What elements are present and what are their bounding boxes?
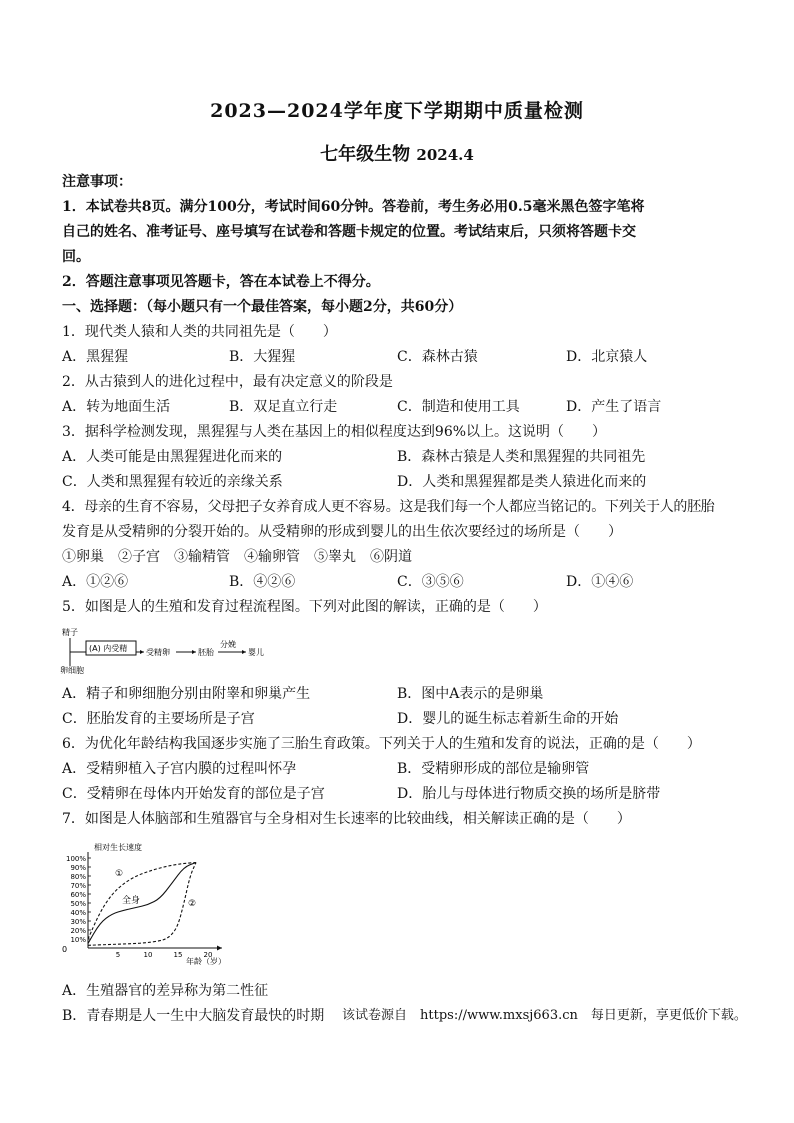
- y-tick-label: 10%: [70, 936, 86, 944]
- question-4-option-a: A．①②⑥: [62, 574, 129, 590]
- flow-baby-label: 婴儿: [248, 648, 264, 657]
- y-tick-label: 40%: [70, 909, 86, 917]
- question-4-option-b: B．④②⑥: [229, 574, 296, 590]
- flow-step-a-label: (A) 内受精: [89, 644, 128, 653]
- flow-arrowhead-2: [192, 650, 196, 654]
- chart-ylabel: 相对生长速度: [94, 843, 142, 852]
- question-2-option-a: A．转为地面生活: [62, 399, 171, 415]
- flow-arrowhead-3: [242, 650, 246, 654]
- question-4-places: ①卵巢 ②子宫 ③输精管 ④输卵管 ⑤睾丸 ⑥阴道: [62, 549, 412, 565]
- question-2-option-c: C．制造和使用工具: [397, 399, 520, 415]
- origin-label: 0: [62, 945, 68, 954]
- question-7-option-b: B．青春期是人一生中大脑发育最快的时期: [62, 1008, 325, 1024]
- exam-title: 2023—2024学年度下学期期中质量检测: [210, 100, 584, 122]
- y-tick-label: 80%: [70, 873, 86, 881]
- series-label-body: 全身: [122, 896, 141, 906]
- question-3-option-a: A．人类可能是由黑猩猩进化而来的: [62, 449, 283, 465]
- y-tick-label: 70%: [70, 882, 86, 890]
- flow-embryo-label: 胚胎: [198, 648, 214, 657]
- question-4-option-c: C．③⑤⑥: [397, 574, 464, 590]
- question-3-stem: 3．据科学检测发现，黑猩猩与人类在基因上的相似程度达到96%以上。这说明（ ）: [62, 424, 607, 440]
- question-1-option-a: A．黑猩猩: [62, 349, 129, 365]
- reproduction-flowchart: [60, 625, 290, 677]
- series-label-brain: ①: [115, 869, 124, 879]
- question-1-option-c: C．森林古猿: [397, 349, 478, 365]
- question-6-option-c: C．受精卵在母体内开始发育的部位是子宫: [62, 786, 325, 802]
- notice-heading: 注意事项：: [62, 174, 132, 190]
- question-7-stem: 7．如图是人体脑部和生殖器官与全身相对生长速率的比较曲线，相关解读正确的是（ ）: [62, 811, 631, 827]
- series-line-1: [88, 863, 196, 944]
- x-tick-label: 10: [143, 951, 153, 959]
- x-axis-arrowhead: [217, 946, 222, 951]
- question-4-stem-line-2: 发育是从受精卵的分裂开始的。从受精卵的形成到婴儿的出生依次要经过的场所是（ ）: [62, 524, 622, 540]
- question-2-option-b: B．双足直立行走: [229, 399, 338, 415]
- x-tick-label: 15: [173, 951, 183, 959]
- watermark-text: 该试卷源自 https://www.mxsj663.cn 每日更新，享更低价下载。: [342, 1008, 747, 1023]
- chart-series: [88, 863, 196, 946]
- notice-item-1-line-1: 1．本试卷共8页。满分100分，考试时间60分钟。答卷前，考生务必用0.5毫米黑色签字笔将: [62, 199, 645, 215]
- series-label-reproductive: ②: [188, 899, 197, 909]
- section-heading: 一、选择题：（每小题只有一个最佳答案，每小题2分，共60分）: [62, 299, 463, 315]
- question-3-option-b: B．森林古猿是人类和黑猩猩的共同祖先: [397, 449, 646, 465]
- question-6-option-b: B．受精卵形成的部位是输卵管: [397, 761, 590, 777]
- series-line-0: [88, 863, 196, 940]
- flow-sperm-label: 精子: [62, 628, 78, 637]
- flow-egg-label: 卵细胞: [60, 666, 84, 675]
- y-tick-label: 20%: [70, 927, 86, 935]
- exam-subtitle: [0, 140, 794, 166]
- question-1-stem: 1．现代类人猿和人类的共同祖先是（ ）: [62, 324, 337, 340]
- x-tick-label: 5: [115, 951, 121, 959]
- notice-item-1-line-3: 回。: [62, 249, 90, 265]
- y-tick-labels: [66, 855, 91, 944]
- series-line-2: [88, 863, 196, 946]
- question-6-option-d: D．胎儿与母体进行物质交换的场所是脐带: [397, 786, 661, 802]
- question-5-option-d: D．婴儿的诞生标志着新生命的开始: [397, 711, 619, 727]
- question-4-stem-line-1: 4．母亲的生育不容易，父母把子女养育成人更不容易。这是我们每一个人都应当铭记的。下列关于人的胚胎: [62, 499, 715, 515]
- question-3-option-d: D．人类和黑猩猩都是类人猿进化而来的: [397, 474, 647, 490]
- y-tick-label: 50%: [70, 900, 86, 908]
- question-5-option-c: C．胚胎发育的主要场所是子宫: [62, 711, 255, 727]
- notice-item-2: 2．答题注意事项见答题卡，答在本试卷上不得分。: [62, 274, 380, 290]
- question-5-option-b: B．图中A表示的是卵巢: [397, 686, 544, 702]
- question-1-option-b: B．大猩猩: [229, 349, 296, 365]
- growth-rate-chart: [60, 840, 260, 968]
- flow-arrowhead-1: [140, 650, 144, 654]
- x-tick-label: 20: [203, 951, 213, 959]
- question-5-option-a: A．精子和卵细胞分别由附睾和卵巢产生: [62, 686, 311, 702]
- question-4-option-d: D．①④⑥: [566, 574, 634, 590]
- question-2-option-d: D．产生了语言: [566, 399, 662, 415]
- y-tick-label: 60%: [70, 891, 86, 899]
- y-tick-label: 90%: [70, 864, 86, 872]
- question-1-option-d: D．北京猿人: [566, 349, 648, 365]
- chart-xlabel: 年龄（岁）: [186, 957, 226, 966]
- y-tick-label: 30%: [70, 918, 86, 926]
- question-5-stem: 5．如图是人的生殖和发育过程流程图。下列对此图的解读，正确的是（ ）: [62, 599, 547, 615]
- question-3-option-c: C．人类和黑猩猩有较近的亲缘关系: [62, 474, 283, 490]
- question-2-stem: 2．从古猿到人的进化过程中，最有决定意义的阶段是: [62, 374, 393, 390]
- flow-zygote-label: 受精卵: [146, 648, 170, 657]
- exam-date: 2024.4: [416, 146, 474, 164]
- question-6-option-a: A．受精卵植入子宫内膜的过程叫怀孕: [62, 761, 297, 777]
- subject-label: 七年级生物: [320, 144, 411, 165]
- question-7-option-a: A．生殖器官的差异称为第二性征: [62, 983, 269, 999]
- notice-item-1-line-2: 自己的姓名、准考证号、座号填写在试卷和答题卡规定的位置。考试结束后，只须将答题卡交: [62, 224, 636, 240]
- flow-birth-label: 分娩: [220, 640, 236, 649]
- y-tick-label: 100%: [65, 855, 86, 863]
- question-6-stem: 6．为优化年龄结构我国逐步实施了三胎生育政策。下列关于人的生殖和发育的说法，正确的是（ ）: [62, 736, 701, 752]
